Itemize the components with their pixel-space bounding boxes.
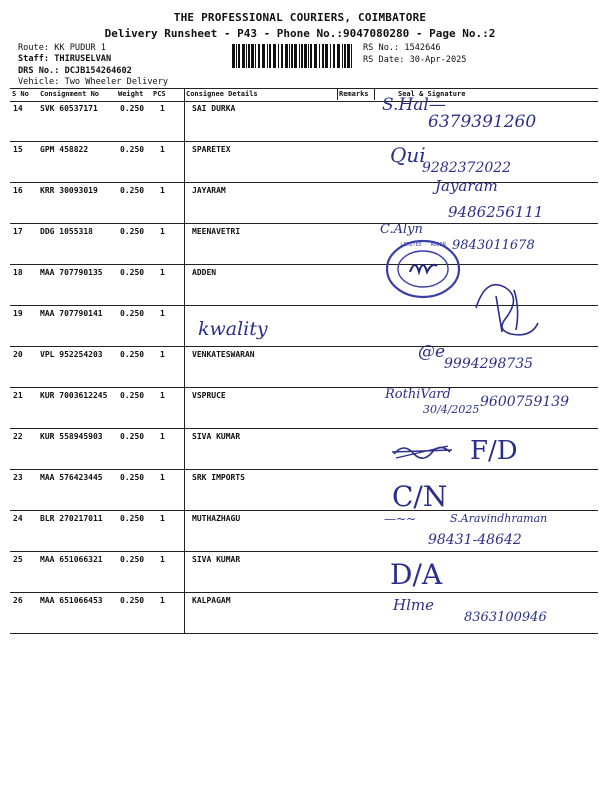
row-consignment-no: MAA 707790141 — [40, 309, 103, 318]
row-weight: 0.250 — [120, 350, 145, 359]
row-pcs: 1 — [160, 473, 165, 482]
row-consignee: ADDEN — [192, 268, 217, 277]
column-divider — [337, 88, 338, 100]
col-consignee: Consignee Details — [186, 90, 258, 98]
row-pcs: 1 — [160, 555, 165, 564]
col-seal-signature: Seal & Signature — [398, 90, 466, 98]
row-consignee: MEENAVETRI — [192, 227, 241, 236]
column-divider — [374, 88, 375, 100]
signature-mark: Qui — [390, 143, 426, 167]
barcode — [232, 44, 356, 68]
row-sno: 21 — [13, 391, 23, 400]
signature-mark: S.Hal— — [382, 95, 446, 115]
row-sno: 19 — [13, 309, 23, 318]
signature-mark: —~~ — [384, 512, 417, 526]
row-pcs: 1 — [160, 104, 165, 113]
row-consignment-no: MAA 651066321 — [40, 555, 103, 564]
signature-mark: RothiVard — [385, 387, 451, 402]
col-remarks: Remarks — [339, 90, 369, 98]
row-weight: 0.250 — [120, 145, 145, 154]
row-sno: 26 — [13, 596, 23, 605]
row-consignment-no: KUR 7003612245 — [40, 391, 108, 400]
drs-number: DRS No.: DCJB154264602 — [18, 66, 132, 76]
row-consignment-no: SVK 60537171 — [40, 104, 98, 113]
company-title: THE PROFESSIONAL COURIERS, COIMBATORE — [173, 11, 427, 24]
signature-mark: Jayaram — [435, 177, 498, 195]
runsheet-subtitle: Delivery Runsheet - P43 - Phone No.:9047080280 - Page No.:2 — [104, 27, 496, 40]
handwritten-phone: 98431-48642 — [428, 532, 522, 548]
handwritten-code: D/A — [390, 558, 443, 591]
signature-mark: Hlme — [393, 596, 434, 614]
row-consignee: MUTHAZHAGU — [192, 514, 241, 523]
row-sno: 24 — [13, 514, 23, 523]
row-weight: 0.250 — [120, 309, 145, 318]
row-consignment-no: BLR 270217011 — [40, 514, 103, 523]
row-sno: 17 — [13, 227, 23, 236]
handwritten-phone: 9282372022 — [422, 160, 512, 176]
rs-number: RS No.: 1542646 — [363, 43, 441, 53]
handwritten-note: kwality — [198, 318, 268, 340]
row-weight: 0.250 — [120, 391, 145, 400]
handwritten-phone: 6379391260 — [428, 112, 537, 132]
staff-label: Staff: THIRUSELVAN — [18, 54, 112, 64]
row-weight: 0.250 — [120, 596, 145, 605]
handwritten-name: S.Aravindhraman — [450, 512, 548, 525]
row-pcs: 1 — [160, 268, 165, 277]
row-consignee: SRK IMPORTS — [192, 473, 245, 482]
row-consignee: KALPAGAM — [192, 596, 231, 605]
handwritten-code: F/D — [470, 436, 518, 466]
row-consignee: VSPRUCE — [192, 391, 226, 400]
row-pcs: 1 — [160, 145, 165, 154]
row-pcs: 1 — [160, 309, 165, 318]
row-consignment-no: VPL 952254203 — [40, 350, 103, 359]
col-sno: S No — [12, 90, 29, 98]
row-consignment-no: MAA 651066453 — [40, 596, 103, 605]
row-weight: 0.250 — [120, 555, 145, 564]
handwritten-phone: 9600759139 — [480, 394, 570, 410]
row-sno: 14 — [13, 104, 23, 113]
col-consignment: Consignment No — [40, 90, 100, 98]
row-pcs: 1 — [160, 391, 165, 400]
row-consignment-no: MAA 707790135 — [40, 268, 103, 277]
row-weight: 0.250 — [120, 227, 145, 236]
row-sno: 20 — [13, 350, 23, 359]
row-consignee: SIVA KUMAR — [192, 432, 241, 441]
company-seal-stamp — [382, 236, 464, 302]
row-weight: 0.250 — [120, 514, 145, 523]
row-weight: 0.250 — [120, 186, 145, 195]
row-pcs: 1 — [160, 350, 165, 359]
signature-scribble — [466, 268, 550, 346]
row-pcs: 1 — [160, 186, 165, 195]
handwritten-phone: 9994298735 — [444, 356, 534, 372]
row-sno: 16 — [13, 186, 23, 195]
row-weight: 0.250 — [120, 473, 145, 482]
svg-text:LIMITED · ADDEN: LIMITED · ADDEN — [400, 242, 446, 248]
row-weight: 0.250 — [120, 104, 145, 113]
row-pcs: 1 — [160, 596, 165, 605]
row-consignee: JAYARAM — [192, 186, 226, 195]
row-consignment-no: MAA 576423445 — [40, 473, 103, 482]
signature-mark: @e — [418, 342, 446, 362]
row-consignment-no: DDG 1055318 — [40, 227, 93, 236]
row-pcs: 1 — [160, 227, 165, 236]
signature-mark: C.Alyn — [380, 222, 423, 237]
col-pcs: PCS — [153, 90, 166, 98]
row-sno: 22 — [13, 432, 23, 441]
handwritten-phone: 8363100946 — [464, 610, 547, 625]
row-consignee: SPARETEX — [192, 145, 231, 154]
vehicle-label: Vehicle: Two Wheeler Delivery — [18, 77, 169, 87]
row-sno: 18 — [13, 268, 23, 277]
struck-out-signature — [392, 440, 452, 464]
row-consignment-no: KRR 30093019 — [40, 186, 98, 195]
handwritten-phone: 9843011678 — [452, 238, 535, 253]
handwritten-phone: 9486256111 — [448, 203, 544, 221]
row-consignment-no: GPM 458822 — [40, 145, 89, 154]
table-row — [10, 551, 598, 593]
row-pcs: 1 — [160, 432, 165, 441]
row-sno: 25 — [13, 555, 23, 564]
row-consignee: VENKATESWARAN — [192, 350, 255, 359]
row-weight: 0.250 — [120, 432, 145, 441]
row-sno: 15 — [13, 145, 23, 154]
handwritten-date: 30/4/2025 — [423, 403, 480, 416]
row-sno: 23 — [13, 473, 23, 482]
row-consignment-no: KUR 558945903 — [40, 432, 103, 441]
table-row — [10, 469, 598, 511]
row-pcs: 1 — [160, 514, 165, 523]
rs-date: RS Date: 30-Apr-2025 — [363, 55, 467, 65]
route-label: Route: KK PUDUR 1 — [18, 43, 106, 53]
row-consignee: SAI DURKA — [192, 104, 236, 113]
row-consignee: SIVA KUMAR — [192, 555, 241, 564]
col-weight: Weight — [118, 90, 144, 98]
handwritten-code: C/N — [392, 480, 448, 513]
row-weight: 0.250 — [120, 268, 145, 277]
